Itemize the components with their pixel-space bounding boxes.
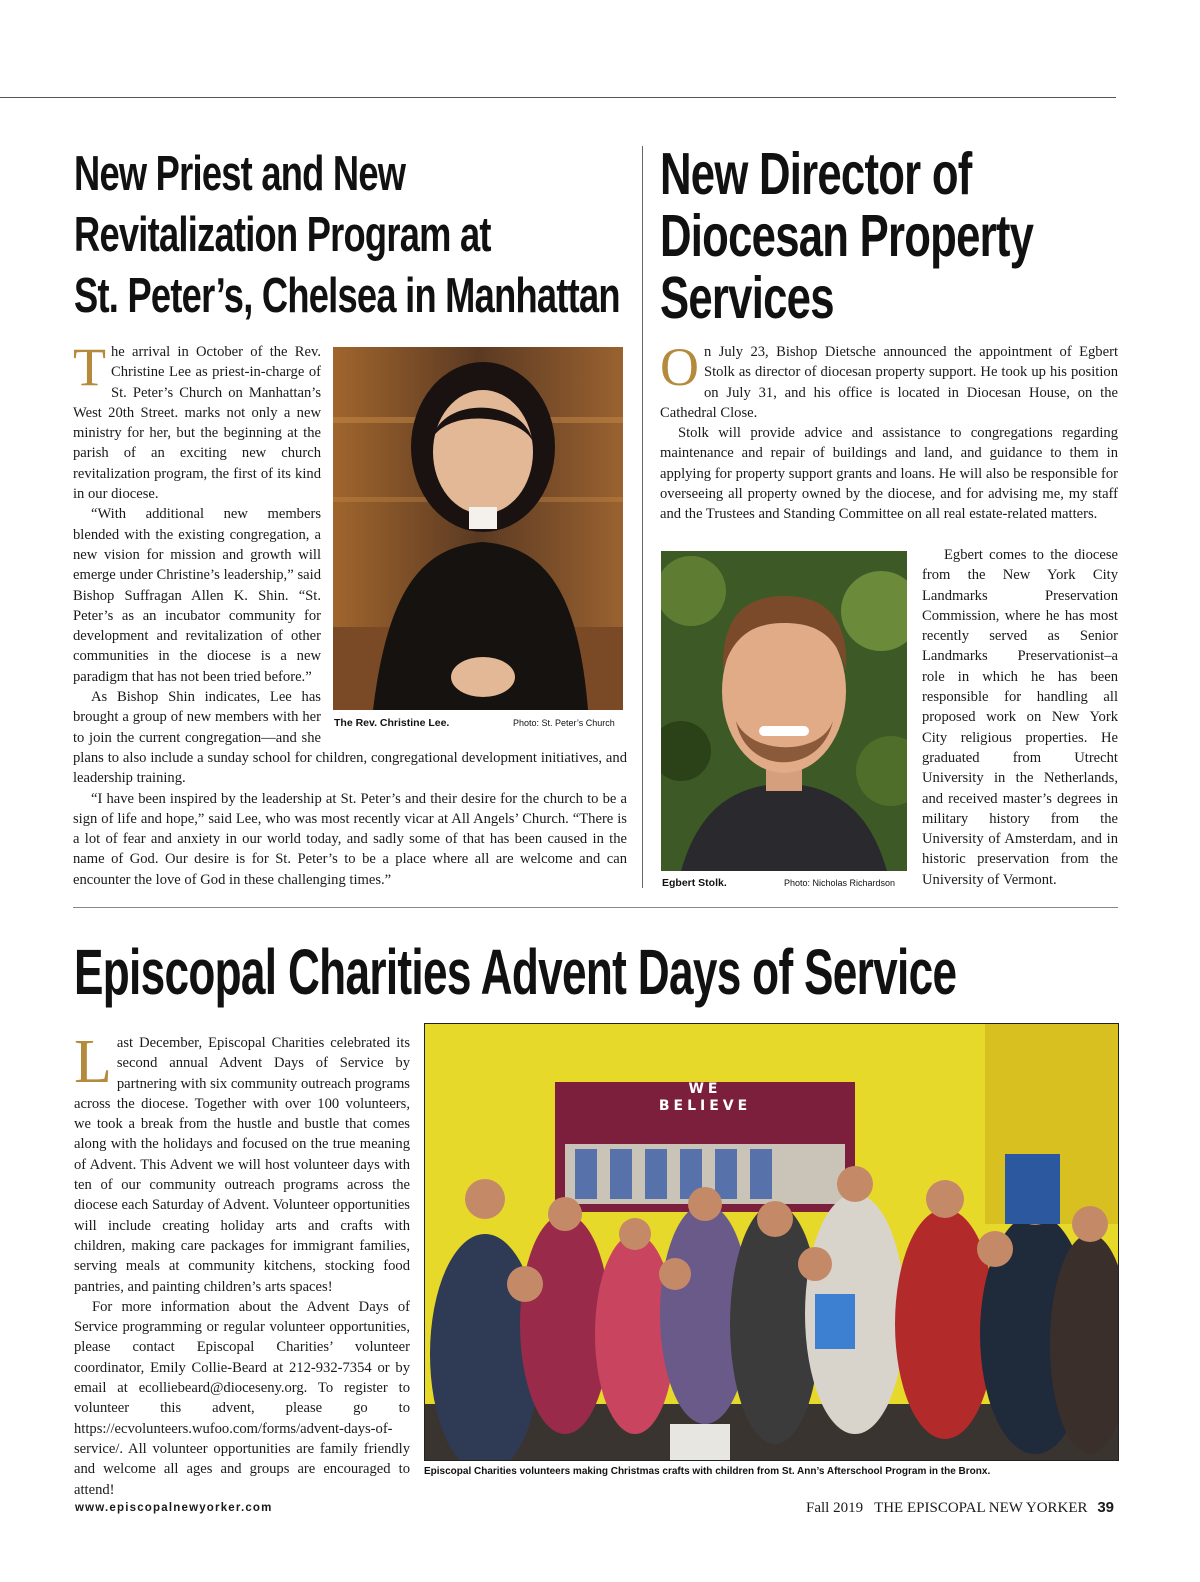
stolk-photo-caption: Egbert Stolk.: [662, 877, 727, 889]
drop-cap: O: [660, 337, 699, 397]
drop-cap: L: [74, 1028, 112, 1096]
bottom-article-body: Last December, Episcopal Charities celebrated its second annual Advent Days of Service by partnering with six community outreach programs across the diocese. Together with over 100 volunteers, we took a break from the hustle and bustle that comes along with the holidays and focused on the true meaning of Advent. This Advent we will host volunteer days with ten of our community outreach programs across the diocese each Saturday of Advent. Volunteer opportunities will include creating holiday arts and crafts with children, making care packages for immigrant families, serving meals at community kitchens, stocking food pantries, and painting children’s arts spaces! For more information about the Advent Days of Service programming or regular volunteer opportunities, please contact Episcopal Charities’ volunteer coordinator, Emily Collie-Beard at 212-932-7354 or by email at ecolliebeard@dioceseny.org. To register to volunteer this advent, please go to https://ecvolunteers.wufoo.com/forms/advent-days-of-service/. All volunteer opportunities are family friendly and welcome all ages and groups are encouraged to attend!: [74, 1028, 410, 1498]
footer-website: www.episcopalnewyorker.com: [75, 1502, 273, 1514]
footer-issue: [806, 1499, 1114, 1517]
section-divider: [73, 907, 1118, 908]
left-article-body: The arrival in October of the Rev. Christine Lee as priest-in-charge of St. Peter’s Church on Manhattan’s West 20th Street. marks not only a new ministry for her, but the beginning at the parish of an exciting new church revitalization program, the first of its kind in our diocese. “With additional new members blended with the existing congregation, a new vision for mission and growth will emerge under Christine’s leadership,” said Bishop Suffragan Allen K. Shin. “St. Peter’s as an incubator community for development and revitalization of other communities in the diocese is a new paradigm that has not been tried before.” As Bishop Shin indicates, Lee has brought a group of new members with her to join the current congregation—and she plans to also include a sunday school for children, congregational development initiatives, and leadership training. “I have been inspired by the leadership at St. Peter’s and their desire for the church to be a sign of life and hope,” said Lee, who was most recently vicar at All Angels’ Church. “There is a lot of fear and anxiety in our world today, and sadly some of that has been caused in the name of God. Our desire is for St. Peter’s to be a place where all are welcome and can encounter the love of God in these challenging times.”: [73, 337, 627, 888]
advent-volunteers-photo: [424, 1023, 1119, 1461]
we-believe-banner: WE BELIEVE: [658, 1081, 752, 1114]
drop-cap: T: [73, 337, 106, 397]
lee-photo-credit: Photo: St. Peter’s Church: [513, 718, 615, 728]
advent-photo-caption: Episcopal Charities volunteers making Christmas crafts with children from St. Ann’s Afterschool Program in the Bronx.: [424, 1466, 991, 1477]
page-number: 39: [1097, 1499, 1114, 1516]
right-article-headline: New Director of Diocesan Property Services: [660, 141, 1034, 331]
left-article-headline: New Priest and New Revitalization Program at St. Peter’s, Chelsea in Manhattan: [74, 147, 620, 323]
egbert-stolk-photo: [661, 551, 907, 871]
stolk-photo-credit: Photo: Nicholas Richardson: [784, 878, 896, 888]
bottom-article-headline: Episcopal Charities Advent Days of Service: [74, 936, 957, 1008]
issue-date: Fall 2019: [805, 1500, 864, 1516]
right-article-body: On July 23, Bishop Dietsche announced the appointment of Egbert Stolk as director of diocesan property support. He took up his position on July 31, and his office is located in Diocesan House, on the Cathedral Close. Stolk will provide advice and assistance to congregations regarding maintenance and repair of buildings and land, and guidance to them in applying for property support grants and loans. He will also be responsible for overseeing all property owned by the diocese, and for advising me, my staff and the Trustees and Standing Committee on all real estate-related matters.: [660, 337, 1118, 523]
publication-name: THE EPISCOPAL NEW YORKER: [874, 1500, 1088, 1516]
lee-photo-caption: The Rev. Christine Lee.: [334, 717, 450, 729]
top-rule: [0, 97, 1116, 98]
right-article-body-continued: Egbert comes to the diocese from the New York City Landmarks Preservation Commission, where he has most recently served as Senior Landmarks Preservationist–a role in which he has been responsible for handling all proposed work on New York City religious properties. He graduated from Utrecht University in the Netherlands, and received master’s degrees in military history from the University of Amsterdam, and in historic preservation from the University of Vermont.: [922, 547, 1118, 888]
